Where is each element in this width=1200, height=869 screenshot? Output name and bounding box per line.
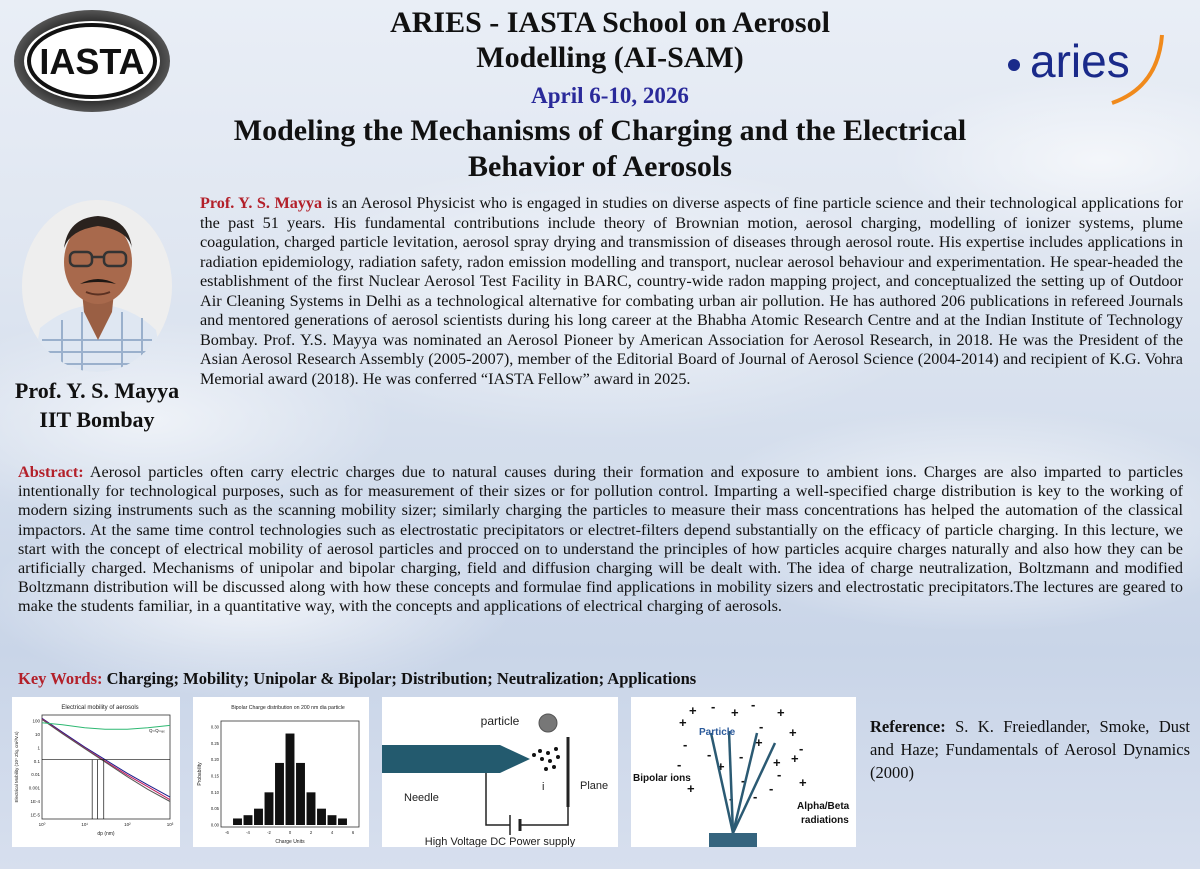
fig1-xtick: 10³ bbox=[166, 822, 174, 827]
svg-text:-: - bbox=[711, 699, 716, 714]
figure-charge-distribution bbox=[193, 697, 369, 847]
fig2-bar bbox=[317, 809, 326, 825]
svg-text:+: + bbox=[773, 755, 781, 770]
svg-text:+: + bbox=[679, 715, 687, 730]
svg-text:-: - bbox=[751, 697, 756, 712]
svg-text:-: - bbox=[799, 741, 804, 756]
fig3-needle-shape bbox=[382, 745, 530, 773]
fig1-ytick: 100 bbox=[32, 718, 40, 724]
talk-title-line1: Modeling the Mechanisms of Charging and the Electrical bbox=[233, 114, 967, 147]
fig1-ytick: 0.01 bbox=[31, 772, 40, 778]
aries-logo-text: aries bbox=[1030, 35, 1130, 87]
fig4-radiations-label: radiations bbox=[801, 815, 849, 826]
svg-text:+: + bbox=[687, 781, 695, 796]
svg-text:-: - bbox=[769, 781, 774, 796]
figure-bipolar-ions bbox=[631, 697, 856, 847]
speaker-photo bbox=[22, 200, 172, 372]
fig2-bar bbox=[286, 734, 295, 825]
iasta-logo-text: IASTA bbox=[39, 41, 145, 82]
fig2-xtick: 0 bbox=[288, 830, 292, 835]
keywords-label: Key Words: bbox=[18, 669, 103, 688]
abstract bbox=[18, 463, 1183, 617]
fig2-ytick: 0.25 bbox=[210, 740, 219, 746]
fig3-particle-dot bbox=[539, 714, 557, 732]
svg-text:-: - bbox=[707, 747, 712, 762]
svg-text:-: - bbox=[739, 749, 744, 764]
fig2-bar bbox=[233, 818, 242, 825]
fig2-xtick: 6 bbox=[351, 830, 355, 835]
svg-text:+: + bbox=[755, 735, 763, 750]
fig2-title: Bipolar Charge distribution on 200 nm dia particle bbox=[231, 705, 345, 711]
fig2-bar bbox=[254, 809, 263, 825]
reference-text: S. K. Freiedlander, Smoke, Dust and Haze; Fundamentals of Aerosol Dynamics (2000) bbox=[870, 717, 1190, 782]
fig1-ylabel: Electrical Mobility (10⁴ Z/q, cm²/V.s) bbox=[14, 731, 19, 803]
fig2-ytick: 0.05 bbox=[210, 806, 219, 812]
fig2-bar bbox=[265, 792, 274, 825]
fig1-legend: Q=Qₘₐₓ bbox=[149, 728, 165, 733]
fig3-current-label: i bbox=[542, 781, 545, 793]
talk-title-line2: Behavior of Aerosols bbox=[468, 150, 732, 183]
keywords bbox=[18, 669, 1183, 689]
fig3-plane-label: Plane bbox=[580, 780, 609, 792]
svg-text:-: - bbox=[759, 719, 764, 734]
fig1-ytick: 1 bbox=[37, 745, 40, 751]
fig2-ytick: 0.30 bbox=[210, 724, 219, 730]
speaker-affiliation: IIT Bombay bbox=[39, 407, 155, 432]
fig2-bar bbox=[328, 815, 337, 825]
svg-text:+: + bbox=[789, 725, 797, 740]
fig2-ytick: 0.15 bbox=[210, 773, 219, 779]
school-title bbox=[270, 5, 950, 75]
school-title-line1: ARIES - IASTA School on Aerosol bbox=[390, 6, 830, 39]
fig1-ytick: 1E-5 bbox=[30, 812, 40, 818]
fig2-bar bbox=[275, 763, 284, 825]
fig2-xtick: -6 bbox=[225, 830, 229, 835]
fig2-ytick: 0.20 bbox=[210, 757, 219, 763]
fig1-ytick: 0.1 bbox=[33, 758, 40, 764]
svg-text:-: - bbox=[741, 773, 746, 788]
fig1-ytick: 10 bbox=[34, 731, 40, 737]
bio-text: is an Aerosol Physicist who is engaged in studies on diverse aspects of fine particle science and their technological applications for the past 51 years. His fundamental contributions include theory of Brownian motion, aerosol charging, modelling of ionizer systems, plume coagulation, charged particle levitation, aerosol spray drying and transmission of diseases through aerosol route. His expertise includes applications in radiation epidemiology, radiation safety, radon emission modelling and transport, nuclear aerosol behaviour and experimentation. He spear-headed the establishment of the first Nuclear Aerosol Test Facility in BARC, country-wide radon mapping project, and conceptualized the setting up of Outdoor Air Cleaning Systems in Delhi as a technological alternative for combating urban air pollution. He has authored 206 publications in refereed Journals and mentored generations of aerosol scientists during his long career at the Bhabha Atomic Research Centre and at the Indian Institute of Technology Bombay. Prof. Y.S. Mayya was nominated an Aerosol Pioneer by American Association for Aerosol Research, in 2018. He was the President of the Asian Aerosol Research Assembly (2005-2007), member of the Editorial Board of Journal of Aerosol Science (2004-2014) and recipient of K.G. Vohra Memorial award (2018). He was conferred “IASTA Fellow” award in 2025. bbox=[200, 194, 1184, 388]
aries-logo bbox=[1000, 25, 1170, 110]
svg-text:-: - bbox=[729, 791, 734, 806]
fig1-xtick: 10² bbox=[124, 822, 131, 827]
fig2-bar bbox=[244, 815, 253, 825]
fig4-particle-label: Particle bbox=[699, 727, 736, 738]
fig2-bar bbox=[307, 792, 316, 825]
keywords-text: Charging; Mobility; Unipolar & Bipolar; Distribution; Neutralization; Applications bbox=[102, 669, 697, 688]
school-date: April 6-10, 2026 bbox=[531, 83, 689, 108]
fig3-circuit-wire bbox=[486, 773, 568, 825]
svg-text:+: + bbox=[689, 703, 697, 718]
fig2-ytick: 0.00 bbox=[210, 822, 219, 828]
speaker-caption bbox=[0, 376, 194, 434]
speaker-name: Prof. Y. S. Mayya bbox=[14, 378, 180, 403]
fig2-bar bbox=[338, 818, 347, 825]
fig1-xtick: 10⁰ bbox=[38, 822, 46, 827]
school-title-line2: Modelling (AI-SAM) bbox=[476, 41, 744, 74]
figure-electrical-mobility bbox=[12, 697, 180, 847]
fig2-xtick: -4 bbox=[246, 830, 250, 835]
fig4-ion-signs bbox=[677, 697, 807, 806]
iasta-logo bbox=[12, 8, 172, 114]
talk-title bbox=[120, 113, 1080, 185]
speaker-bio bbox=[200, 194, 1183, 389]
bio-name: Prof. Y. S. Mayya bbox=[200, 194, 323, 212]
fig3-supply-label: High Voltage DC Power supply bbox=[424, 836, 576, 847]
fig3-needle-label: Needle bbox=[404, 792, 439, 804]
fig2-ytick: 0.10 bbox=[210, 789, 219, 795]
abstract-label: Abstract: bbox=[18, 463, 84, 481]
fig3-particle-label: particle bbox=[480, 714, 520, 728]
reference bbox=[870, 715, 1190, 784]
fig1-ytick: 1E-4 bbox=[30, 799, 40, 805]
fig2-xtick: -2 bbox=[267, 830, 271, 835]
fig4-bipolar-label: Bipolar ions bbox=[633, 773, 691, 784]
fig2-xtick: 4 bbox=[330, 830, 334, 835]
fig3-ion-dots bbox=[532, 747, 560, 771]
svg-text:-: - bbox=[683, 737, 688, 752]
fig4-alpha-label: Alpha/Beta bbox=[797, 801, 850, 812]
svg-text:+: + bbox=[717, 759, 725, 774]
fig1-xlabel: dp (nm) bbox=[97, 831, 115, 837]
fig1-ytick: 0.001 bbox=[28, 785, 40, 791]
svg-text:-: - bbox=[677, 757, 682, 772]
figure-needle-charger bbox=[382, 697, 618, 847]
svg-text:-: - bbox=[753, 789, 758, 804]
svg-text:+: + bbox=[777, 705, 785, 720]
fig1-title: Electrical mobility of aerosols bbox=[61, 705, 139, 711]
fig2-bar bbox=[296, 763, 305, 825]
svg-text:-: - bbox=[777, 767, 782, 782]
fig2-ylabel: Probability bbox=[197, 762, 203, 786]
fig1-xtick: 10¹ bbox=[81, 822, 88, 827]
fig2-xtick: 2 bbox=[309, 830, 313, 835]
abstract-text: Aerosol particles often carry electric charges due to natural causes during their formation and exposure to ambient ions. Charges are also imparted to particles intentionally for technological purposes, such as for measurement of their sizes or for pollution control. Imparting a well-specified charge distribution is key to the working of modern sizing instruments such as the scanning mobility sizer; similarly charging the particles to measure their mass concentrations has helped the automation of the classical impactors. At the same time control technologies such as electrostatic precipitators or electret-filters depend substantially on the efficacy of particle charging. In this lecture, we start with the concept of electrical mobility of aerosol particles and procced on to understand the principles of how particles acquire charges naturally and also how they can be artificially charged. Mechanisms of unipolar and bipolar charging, field and diffusion charging will be dealt with. The idea of charge neutralization, Boltzmann and modified Boltzmann distribution will be discussed along with how these concepts and formulae find applications in mobility sizers and electrostatic precipitators.The lectures are geared to make the students familiar, in a quantitative way, with the concepts and applications of electrical charging of aerosols. bbox=[18, 463, 1183, 616]
svg-text:+: + bbox=[791, 751, 799, 766]
fig2-xlabel: Charge Units bbox=[275, 839, 305, 845]
svg-text:+: + bbox=[731, 705, 739, 720]
reference-label: Reference: bbox=[870, 717, 946, 736]
fig4-source-block bbox=[709, 833, 757, 847]
svg-text:+: + bbox=[799, 775, 807, 790]
